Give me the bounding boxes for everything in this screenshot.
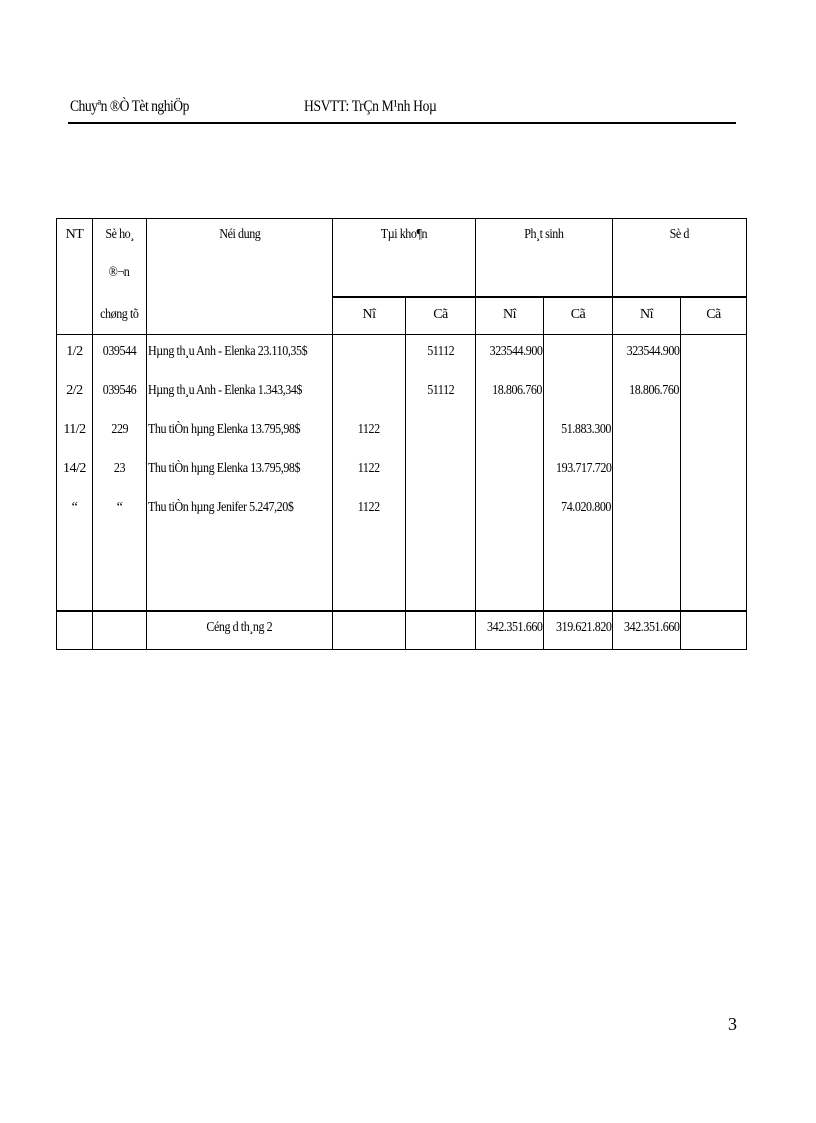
row-4-nt: 14/2 [63,461,86,476]
row-4-tk-no: 1122 [358,461,380,476]
total-ps-co: 319.621.820 [555,620,611,635]
header-tai-khoan: Tµi kho¶n [380,227,428,242]
row-2-ps-no: 18.806.760 [492,383,542,398]
row-5-nt: “ [71,500,78,515]
total-label: Céng d th¸ng 2 [206,620,273,635]
row-3-noi-dung: Thu tiÒn hµng Elenka 13.795,98$ [148,422,301,437]
row-2-noi-dung: Hµng th¸u Anh - Elenka 1.343,34$ [148,383,303,398]
header-sd-co: Cã [706,307,721,322]
row-4-noi-dung: Thu tiÒn hµng Elenka 13.795,98$ [148,461,301,476]
row-1-tk-co: 51112 [426,344,455,359]
row-1-so: 039544 [102,344,137,359]
row-5-noi-dung: Thu tiÒn hµng Jenifer 5.247,20$ [148,500,294,515]
header-ps-co: Cã [570,307,586,322]
row-4-so: 23 [113,461,126,476]
header-tk-co: Cã [433,307,448,322]
header-tk-no: Nî [362,307,376,322]
header-nt: NT [65,227,84,242]
header-student: HSVTT: TrÇn M¹nh Hoµ [304,98,437,115]
header-phat-sinh: Ph¸t sinh [524,227,564,242]
header-so-hieu-line3: chøng tõ [100,307,139,322]
page-header [68,96,736,124]
row-3-ps-co: 51.883.300 [561,422,611,437]
header-so-hieu-line1: Sè ho¸ [105,227,134,242]
row-1-nt: 1/2 [66,344,83,359]
row-5-tk-no: 1122 [358,500,380,515]
row-1-sd-no: 323544.900 [626,344,679,359]
page-number: 3 [728,1014,737,1034]
total-sd-no: 342.351.660 [623,620,679,635]
row-3-so: 229 [111,422,128,437]
row-5-so: “ [116,500,123,515]
header-sd-no: Nî [640,307,653,322]
row-5-ps-co: 74.020.800 [561,500,611,515]
row-3-tk-no: 1122 [358,422,380,437]
total-ps-no: 342.351.660 [486,620,542,635]
header-noi-dung: Néi dung [218,227,261,242]
row-2-tk-co: 51112 [426,383,455,398]
header-so-hieu-line2: ®¬n [109,265,130,280]
ledger-table [56,218,747,650]
row-2-sd-no: 18.806.760 [629,383,679,398]
header-so-du: Sè d [669,227,690,242]
row-1-ps-no: 323544.900 [489,344,542,359]
row-3-nt: 11/2 [63,422,86,437]
row-2-nt: 2/2 [66,383,83,398]
row-4-ps-co: 193.717.720 [555,461,611,476]
header-topic: Chuyªn ®Ò Tèt nghiÖp [70,98,189,115]
row-2-so: 039546 [102,383,137,398]
header-ps-no: Nî [503,307,516,322]
row-1-noi-dung: Hµng th¸u Anh - Elenka 23.110,35$ [148,344,308,359]
